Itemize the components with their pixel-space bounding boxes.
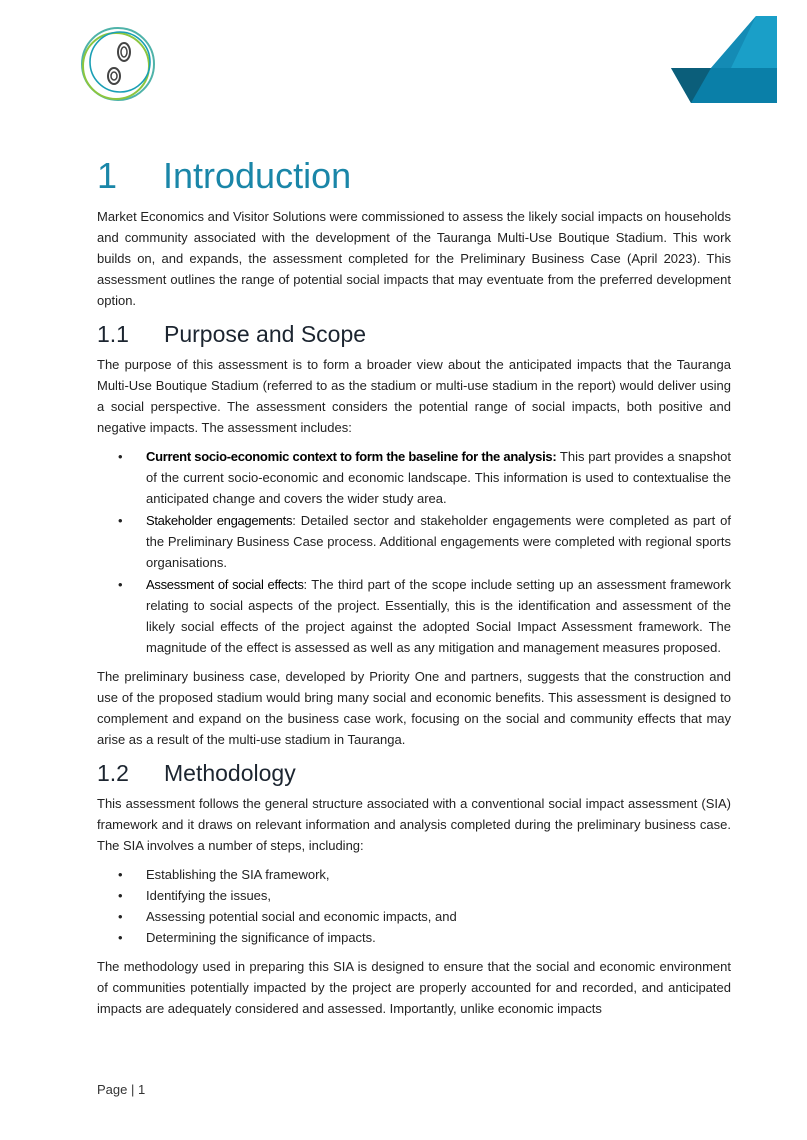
- list-item-text: : The third part of the scope include setting up an assessment framework relating to social aspects of the project. Essentially, this is the identification and assessment of the likely social effects of the project against the adopted Social Impact Assessment framework. The magnitude of the effect is assessed as well as any mitigation and management measures proposed.: [146, 577, 731, 655]
- chapter-heading: [97, 152, 731, 200]
- list-item: [97, 906, 731, 927]
- section-title: Purpose and Scope: [164, 321, 367, 347]
- page-number: Page | 1: [97, 1082, 146, 1097]
- scope-list: [97, 446, 731, 658]
- bullet-icon: •: [118, 930, 123, 945]
- list-item-term: Current socio-economic context to form the baseline for the analysis:: [146, 449, 557, 464]
- bullet-icon: •: [118, 888, 123, 903]
- section-number: 1.1: [97, 321, 129, 347]
- list-item-text: Establishing the SIA framework,: [146, 867, 330, 882]
- document-body: [97, 152, 731, 1027]
- methodology-closing-paragraph: The methodology used in preparing this SIA is designed to ensure that the social and economic environment of communities potentially impacted by the project are properly accounted for and recorded, and anticipated impacts are adequately considered and assessed. Importantly, unlike economic impacts: [97, 959, 731, 1016]
- section-number: 1.2: [97, 760, 129, 786]
- list-item-text: Determining the significance of impacts.: [146, 930, 376, 945]
- section-heading-1-2: [97, 758, 731, 788]
- section-title: Methodology: [164, 760, 296, 786]
- list-item: [97, 885, 731, 906]
- bullet-icon: •: [118, 577, 123, 592]
- list-item-text: Identifying the issues,: [146, 888, 272, 903]
- methodology-paragraph: This assessment follows the general structure associated with a conventional social impact assessment (SIA) framework and it draws on relevant information and analysis completed during the preliminary business case. The SIA involves a number of steps, including:: [97, 796, 731, 853]
- blue-triangle-logo-icon: [671, 16, 777, 103]
- list-item: [97, 510, 731, 573]
- list-item-term: Assessment of social effects: [146, 577, 304, 592]
- steps-list: [97, 864, 731, 948]
- chapter-number: 1: [97, 155, 118, 196]
- bullet-icon: •: [118, 513, 123, 528]
- list-item: [97, 446, 731, 509]
- list-item-text: : Detailed sector and stakeholder engagements were completed as part of the Preliminary Business Case process. Additional engagements were completed with regional sports organisations.: [146, 513, 732, 570]
- chapter-title: Introduction: [163, 155, 352, 196]
- bullet-icon: •: [118, 449, 123, 464]
- footprints-circle-logo-icon: [78, 24, 158, 104]
- intro-paragraph: Market Economics and Visitor Solutions were commissioned to assess the likely social impacts on households and community associated with the development of the Tauranga Multi-Use Boutique Stadium. This work builds on, and expands, the assessment completed for the Preliminary Business Case (April 2023). This assessment outlines the range of potential social impacts that may eventuate from the preferred development option.: [97, 209, 731, 308]
- business-case-paragraph: The preliminary business case, developed by Priority One and partners, suggests that the construction and use of the proposed stadium would bring many social and economic benefits. This assessment is designed to complement and expand on the business case work, focusing on the social and community effects that may arise as a result of the multi-use stadium in Tauranga.: [97, 669, 731, 747]
- list-item: [97, 927, 731, 948]
- section-heading-1-1: [97, 319, 731, 349]
- list-item: [97, 864, 731, 885]
- list-item-text: This part provides a snapshot of the current socio-economic and economic landscape. This information is used to contextualise the anticipated change and covers the wider study area.: [146, 449, 731, 506]
- list-item: [97, 574, 731, 658]
- purpose-paragraph: The purpose of this assessment is to form a broader view about the anticipated impacts that the Tauranga Multi-Use Boutique Stadium (referred to as the stadium or multi-use stadium in the report) would deliver using a social perspective. The assessment considers the potential range of social impacts, both positive and negative impacts. The assessment includes:: [97, 357, 731, 435]
- bullet-icon: •: [118, 867, 123, 882]
- list-item-term: Stakeholder engagements: [146, 513, 293, 528]
- list-item-text: Assessing potential social and economic impacts, and: [146, 909, 457, 924]
- bullet-icon: •: [118, 909, 123, 924]
